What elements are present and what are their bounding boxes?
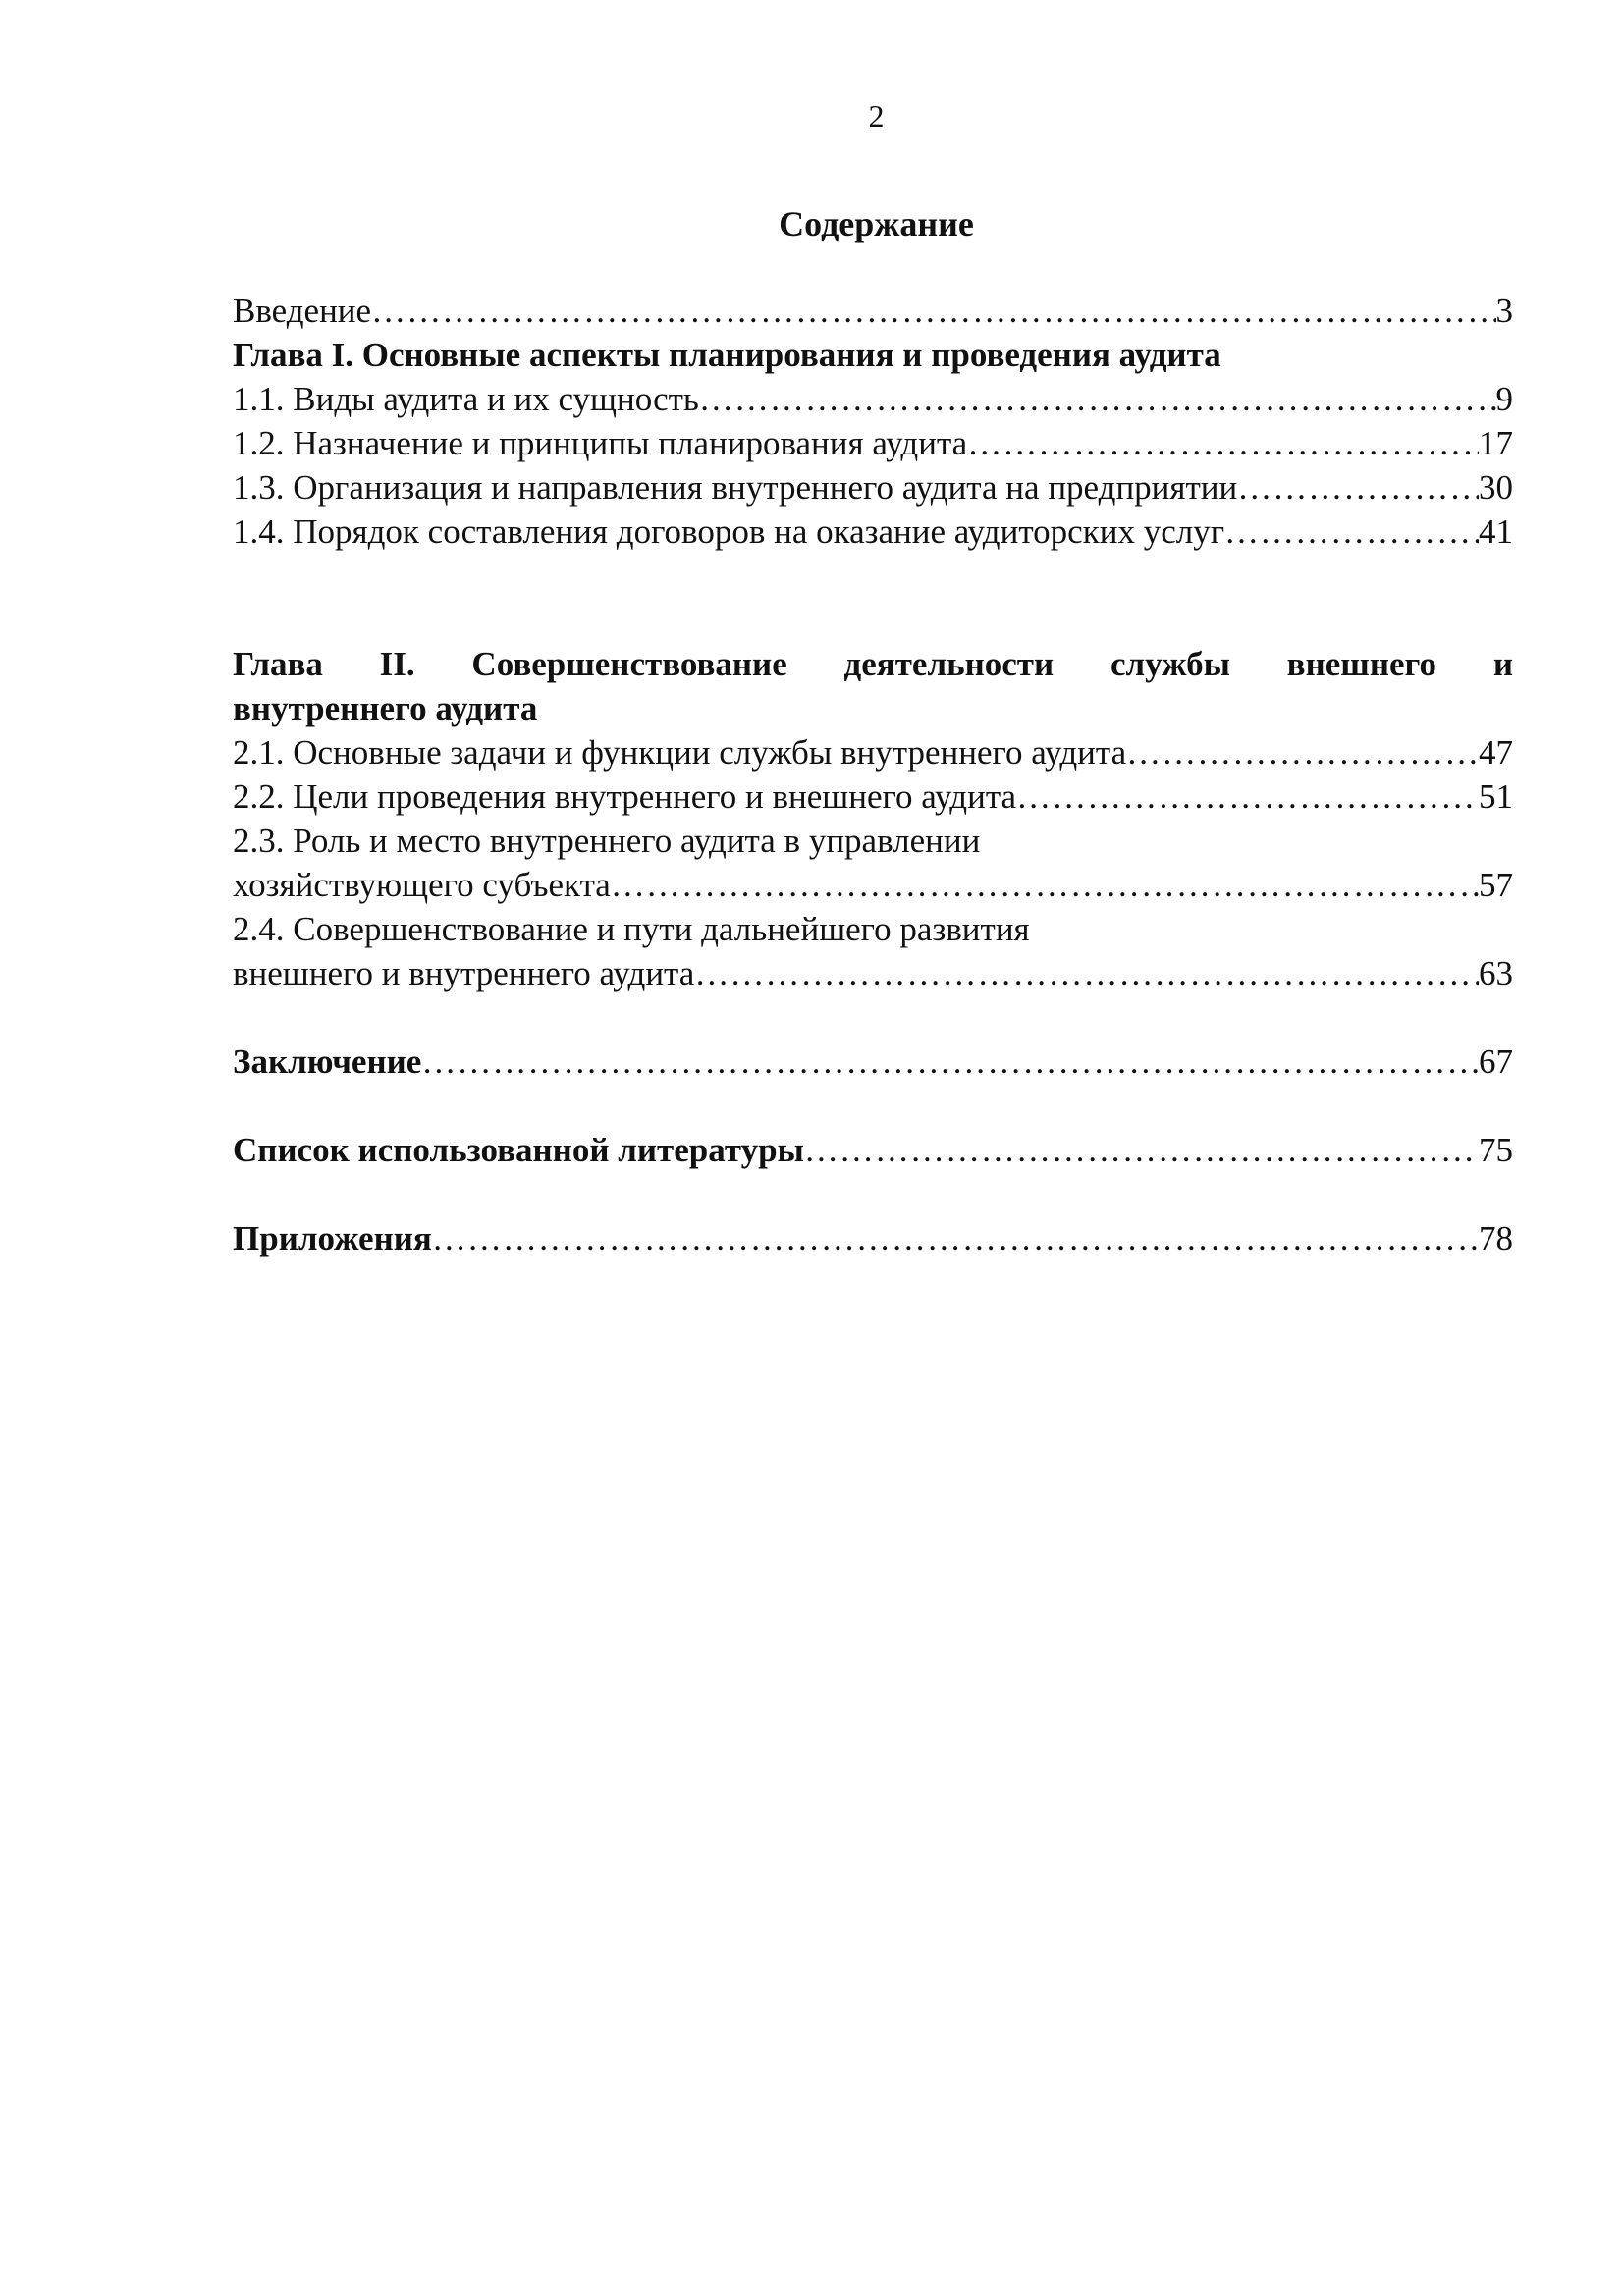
spacer	[233, 1172, 1513, 1216]
toc-entry-label: 2.1. Основные задачи и функции службы внутреннего аудита	[233, 733, 1127, 772]
toc-entry-label: Список использованной литературы	[233, 1131, 804, 1169]
toc-entry-page: 57	[1479, 866, 1513, 904]
toc-entry-label: Приложения	[233, 1219, 432, 1257]
dot-leader	[432, 1216, 1479, 1260]
toc-entry-1-2[interactable]	[233, 421, 1513, 465]
chapter-2-heading[interactable]	[233, 642, 1513, 686]
toc-entry-1-3[interactable]	[233, 465, 1513, 509]
toc-entry-2-3-first-line[interactable]: 2.3. Роль и место внутреннего аудита в управлении	[233, 822, 981, 860]
toc-entry-label: хозяйствующего субъекта	[233, 866, 611, 904]
toc-entry-page: 30	[1479, 468, 1513, 507]
toc-entry-page: 51	[1479, 777, 1513, 816]
toc-entry-page: 3	[1495, 292, 1513, 330]
toc-entry-2-3[interactable]	[233, 863, 1513, 907]
toc-entry-label: 1.2. Назначение и принципы планирования аудита	[233, 424, 968, 462]
toc-entry-page: 63	[1479, 954, 1513, 992]
chapter-2-heading-word: и	[1492, 645, 1513, 683]
toc-entry-page: 67	[1479, 1042, 1513, 1081]
toc-title: Содержание	[779, 204, 974, 243]
toc-entry-label: внешнего и внутреннего аудита	[233, 954, 695, 992]
toc-entry-2-1[interactable]	[233, 730, 1513, 774]
dot-leader	[1237, 465, 1479, 509]
dot-leader	[967, 421, 1479, 465]
toc-entry-page: 78	[1479, 1219, 1513, 1257]
dot-leader	[694, 951, 1479, 995]
page-number: 2	[868, 98, 885, 133]
dot-leader	[1224, 509, 1479, 554]
toc-entry-1-4[interactable]	[233, 509, 1513, 554]
spacer	[233, 554, 1513, 642]
toc-entry-label: 2.2. Цели проведения внутреннего и внешнего аудита	[233, 777, 1017, 816]
toc-entry-page: 47	[1479, 733, 1513, 772]
table-of-contents	[233, 289, 1513, 1260]
toc-entry-2-2[interactable]	[233, 774, 1513, 819]
toc-entry-appendices[interactable]	[233, 1216, 1513, 1260]
toc-entry-label: 1.4. Порядок составления договоров на оказание аудиторских услуг	[233, 512, 1225, 551]
toc-entry-2-4-first-line[interactable]: 2.4. Совершенствование и пути дальнейшего развития	[233, 910, 1030, 948]
dot-leader	[421, 1040, 1479, 1084]
chapter-2-heading-word: Совершенствование	[471, 645, 787, 683]
chapter-1-heading[interactable]: Глава I. Основные аспекты планирования и проведения аудита	[233, 336, 1221, 374]
toc-entry-1-1[interactable]	[233, 377, 1513, 421]
chapter-2-heading-continued: внутреннего аудита	[233, 689, 538, 727]
toc-entry-label: Заключение	[233, 1042, 422, 1081]
dot-leader	[1016, 774, 1479, 819]
toc-entry-page: 9	[1495, 380, 1513, 418]
toc-entry-page: 41	[1479, 512, 1513, 551]
toc-entry-page: 75	[1479, 1131, 1513, 1169]
toc-entry-label: Введение	[233, 292, 372, 330]
dot-leader	[611, 863, 1479, 907]
dot-leader	[804, 1128, 1479, 1172]
chapter-2-heading-word: деятельности	[843, 645, 1055, 683]
toc-entry-page: 17	[1479, 424, 1513, 462]
chapter-2-heading-word: II.	[379, 645, 415, 683]
chapter-2-heading-word: Глава	[233, 645, 323, 683]
toc-entry-label: 1.3. Организация и направления внутреннего аудита на предприятии	[233, 468, 1238, 507]
toc-entry-2-4[interactable]	[233, 951, 1513, 995]
spacer	[233, 995, 1513, 1040]
dot-leader	[699, 377, 1496, 421]
dot-leader	[1126, 730, 1479, 774]
toc-entry-references[interactable]	[233, 1128, 1513, 1172]
toc-entry-label: 1.1. Виды аудита и их сущность	[233, 380, 699, 418]
chapter-2-heading-word: внешнего	[1286, 645, 1437, 683]
spacer	[233, 1084, 1513, 1128]
chapter-2-heading-word: службы	[1109, 645, 1230, 683]
toc-entry-conclusion[interactable]	[233, 1040, 1513, 1084]
toc-entry-introduction[interactable]	[233, 289, 1513, 333]
dot-leader	[371, 289, 1495, 333]
